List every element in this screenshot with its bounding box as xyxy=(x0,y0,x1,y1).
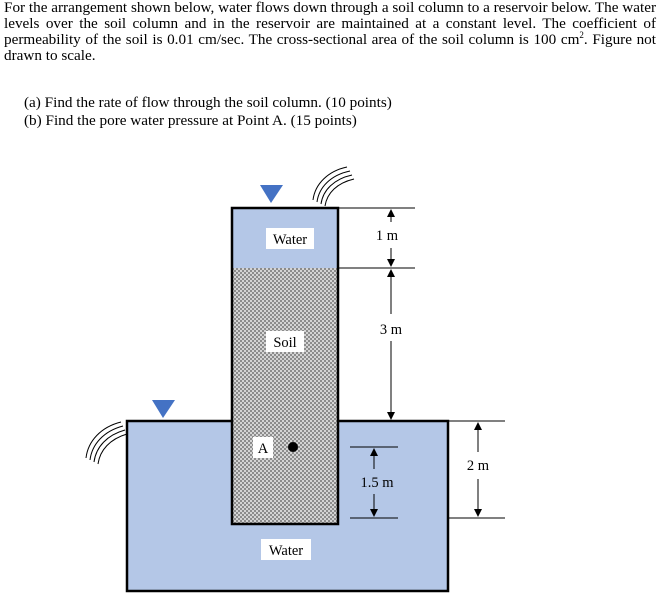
question-b: (b) Find the pore water pressure at Point A. (15 points) xyxy=(24,112,357,129)
water-level-triangle-reservoir xyxy=(152,400,175,418)
label-soil: Soil xyxy=(273,335,297,351)
label-dim-1-5m: 1.5 m xyxy=(360,475,394,491)
label-water-top: Water xyxy=(272,232,308,248)
label-dim-1m: 1 m xyxy=(375,228,399,244)
problem-text: For the arrangement shown below, water flows down through a soil column to a reservoir below. The water levels over the soil column and in the reservoir are maintained at a constant level. The coefficient of permeability of the soil is 0.01 cm/sec. The cross-sectional area of the soil column is 100 cm xyxy=(4,0,656,48)
dim-3m xyxy=(387,269,395,420)
problem-text-end: . Figure not drawn to scale. xyxy=(4,31,656,64)
label-water-bottom: Water xyxy=(268,543,304,559)
question-a: (a) Find the rate of flow through the soil column. (10 points) xyxy=(24,94,392,111)
label-point-a: A xyxy=(257,441,269,457)
water-level-triangle-top xyxy=(260,185,283,203)
soil-column xyxy=(232,268,338,524)
superscript-2: 2 xyxy=(579,29,584,40)
label-dim-2m: 2 m xyxy=(466,458,490,474)
label-dim-3m: 3 m xyxy=(379,322,403,338)
inflow-streams xyxy=(313,167,354,206)
outflow-streams xyxy=(86,422,127,464)
point-a-marker xyxy=(288,442,298,452)
